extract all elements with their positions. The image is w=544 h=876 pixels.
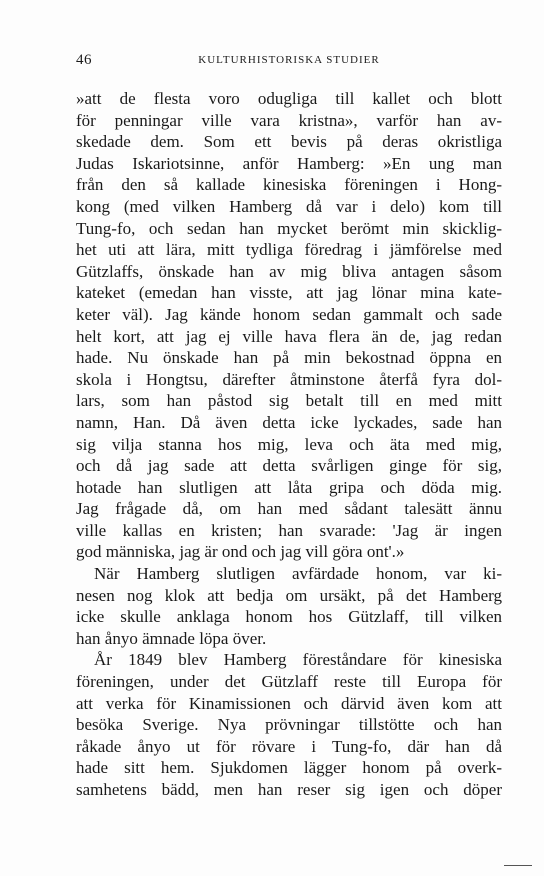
page-number: 46 [76,52,92,68]
text-line: besöka Sverige. Nya prövningar tillstötte och han [76,715,502,735]
text-line: föreningen, under det Gützlaff reste till Europa för [76,672,502,692]
text-line: hade sitt hem. Sjukdomen lägger honom på overk- [76,758,502,778]
text-line: Judas Iskariotsinne, anför Hamberg: »En ung man [76,153,502,173]
page-header [76,52,502,72]
text-line: Jag frågade då, om han med sådant talesätt ännu [76,499,502,519]
text-line: skola i Hongtsu, därefter åtminstone återfå fyra dol- [76,369,502,389]
text-line: för penningar ville vara kristna», varför han av- [76,110,502,130]
scan-edge-mark [504,865,532,866]
text-line: råkade ånyo ut för rövare i Tung-fo, där han då [76,736,502,756]
text-line: icke skulle anklaga honom hos Gützlaff, till vilken [76,607,502,627]
text-line: samhetens bädd, men han reser sig igen och döper [76,780,502,799]
text-line: att verka för Kinamissionen och därvid även kom att [76,693,502,713]
text-line: Tung-fo, och sedan han mycket berömt min skicklig- [76,218,502,238]
text-line: År 1849 blev Hamberg föreståndare för kinesiska [94,650,502,670]
text-line: skedade dem. Som ett bevis på deras okristliga [76,132,502,152]
text-line: han ånyo ämnade löpa över. [76,628,267,648]
text-line: och då jag sade att detta svårligen ginge för sig, [76,456,502,476]
text-line: kateket (emedan han visste, att jag lönar mina kate- [76,283,502,303]
text-line: keter väl). Jag kände honom sedan gammalt och sade [76,304,502,324]
text-line: namn, Han. Då även detta icke lyckades, sade han [76,412,502,432]
text-line: het uti att lära, mitt tydliga föredrag i jämförelse med [76,240,502,260]
text-line: helt kort, att jag ej ville hava flera än de, jag redan [76,326,502,346]
text-line: nesen nog klok att bedja om ursäkt, på det Hamberg [76,585,502,605]
text-line: När Hamberg slutligen avfärdade honom, var ki- [94,564,502,584]
text-line: »att de flesta voro odugliga till kallet och blott [76,89,502,108]
text-line: lars, som han påstod sig betalt till en med mitt [76,391,502,411]
text-line: hade. Nu önskade han på min bekostnad öppna en [76,348,502,368]
body-text [76,88,502,801]
text-line: sig vilja stanna hos mig, leva och äta med mig, [76,434,502,454]
text-line: från den så kallade kinesiska föreningen i Hong- [76,175,502,195]
running-head: KULTURHISTORISKA STUDIER [198,54,380,66]
text-line: hotade han slutligen att låta gripa och döda mig. [76,477,502,497]
text-line: Gützlaffs, önskade han av mig bliva antagen såsom [76,261,502,281]
text-line: ville kallas en kristen; han svarade: 'Jag är ingen [76,520,502,540]
text-line: kong (med vilken Hamberg då var i delo) kom till [76,196,502,216]
text-line: god människa, jag är ond och jag vill göra ont'.» [76,542,405,562]
